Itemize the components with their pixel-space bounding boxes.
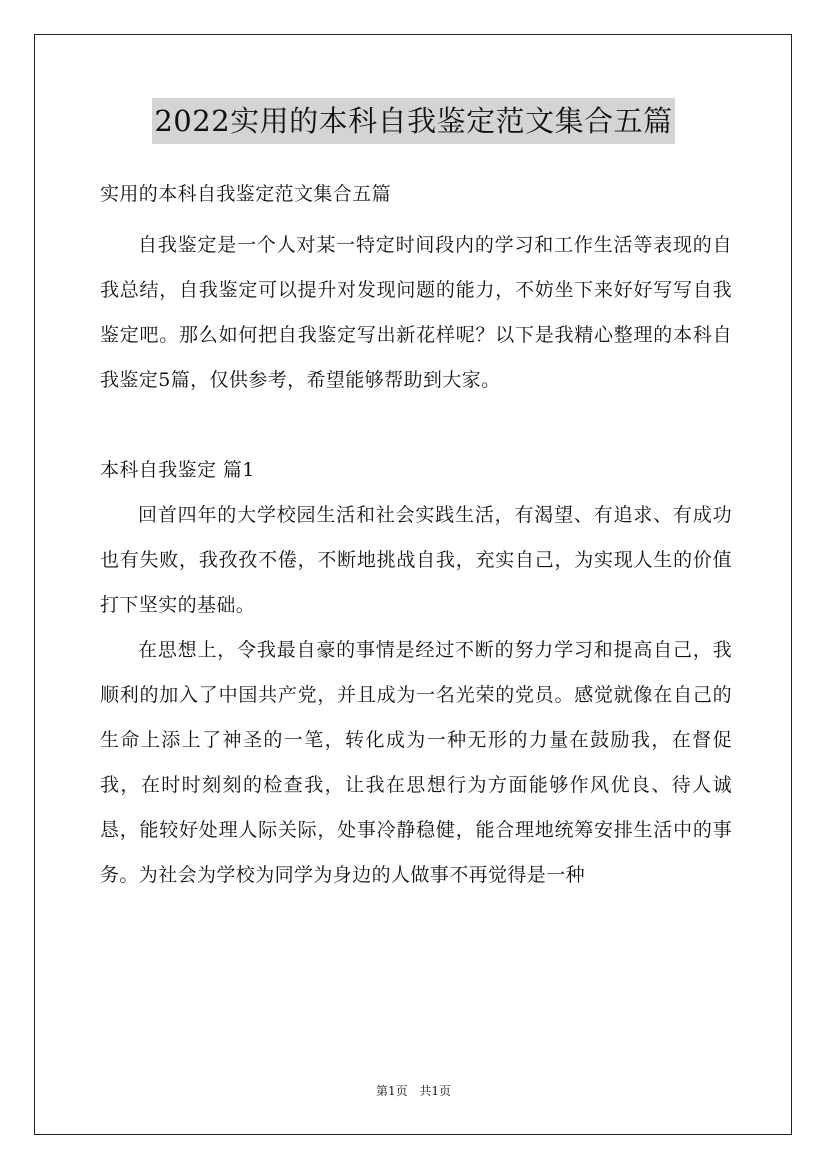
- page-number: 第1页: [375, 1084, 408, 1098]
- section-paragraph: 在思想上，令我最自豪的事情是经过不断的努力学习和提高自己，我顺利的加入了中国共产党，并且成为一名光荣的党员。感觉就像在自己的生命上添上了神圣的一笔，转化成为一种无形的力量在鼓励我，在督促我，在时时刻刻的检查我，让我在思想行为方面能够作风优良、待人诚恳，能较好处理人际关际，处事冷静稳健，能合理地统筹安排生活中的事务。为社会为学校为同学为身边的人做事不再觉得是一种: [100, 639, 732, 886]
- page-footer: [0, 1082, 827, 1100]
- section-paragraph: 回首四年的大学校园生活和社会实践生活，有渴望、有追求、有成功也有失败，我孜孜不倦，不断地挑战自我，充实自己，为实现人生的价值打下坚实的基础。: [100, 504, 732, 616]
- section-gap: [100, 403, 732, 448]
- document-subtitle: 实用的本科自我鉴定范文集合五篇: [100, 183, 392, 205]
- title-wrap: [0, 98, 827, 144]
- intro-paragraph: 自我鉴定是一个人对某一特定时间段内的学习和工作生活等表现的自我总结，自我鉴定可以提升对发现问题的能力，不妨坐下来好好写写自我鉴定吧。那么如何把自我鉴定写出新花样呢？以下是我精心整理的本科自我鉴定5篇，仅供参考，希望能够帮助到大家。: [100, 234, 732, 391]
- section-heading: 本科自我鉴定 篇1: [100, 459, 255, 481]
- document-body: [100, 172, 732, 898]
- page-total: 共1页: [419, 1084, 452, 1098]
- document-title: 2022实用的本科自我鉴定范文集合五篇: [152, 98, 674, 144]
